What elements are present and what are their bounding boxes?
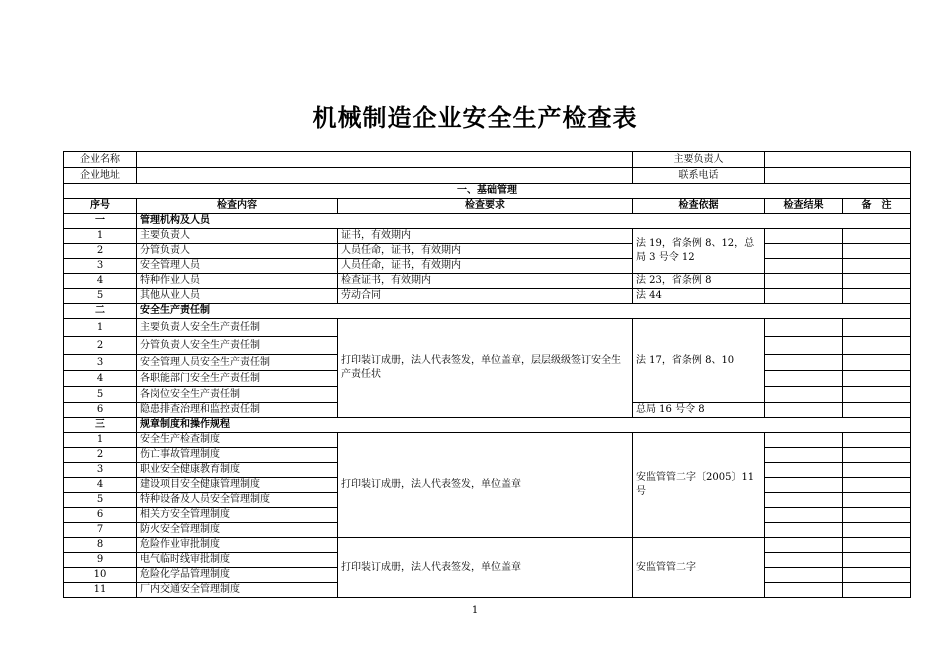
row-num: 3 xyxy=(64,259,137,274)
row-num: 11 xyxy=(64,583,137,598)
result-cell[interactable] xyxy=(765,244,843,259)
row-num: 10 xyxy=(64,568,137,583)
result-cell[interactable] xyxy=(765,508,843,523)
company-name-row xyxy=(64,152,911,168)
row-num: 2 xyxy=(64,244,137,259)
result-cell[interactable] xyxy=(765,478,843,493)
remark-cell[interactable] xyxy=(843,403,911,418)
result-cell[interactable] xyxy=(765,493,843,508)
row-num: 1 xyxy=(64,229,137,244)
result-cell[interactable] xyxy=(765,229,843,244)
result-cell[interactable] xyxy=(765,538,843,553)
group-num: 一 xyxy=(64,214,137,229)
result-cell[interactable] xyxy=(765,259,843,274)
row-num: 3 xyxy=(64,463,137,478)
row-requirement: 人员任命，证书，有效期内 xyxy=(338,244,633,259)
row-num: 5 xyxy=(64,387,137,403)
result-cell[interactable] xyxy=(765,289,843,304)
result-cell[interactable] xyxy=(765,583,843,598)
company-address-row xyxy=(64,168,911,184)
row-content: 主要负责人安全生产责任制 xyxy=(137,319,338,337)
remark-cell[interactable] xyxy=(843,259,911,274)
row-content: 特种作业人员 xyxy=(137,274,338,289)
principal-field[interactable] xyxy=(765,152,911,168)
row-num: 5 xyxy=(64,493,137,508)
row-content: 分管负责人 xyxy=(137,244,338,259)
result-cell[interactable] xyxy=(765,553,843,568)
row-num: 9 xyxy=(64,553,137,568)
row-requirement: 打印装订成册，法人代表签发，单位盖章 xyxy=(338,538,633,598)
header-seq: 序号 xyxy=(64,199,137,214)
row-content: 危险化学品管理制度 xyxy=(137,568,338,583)
table-row xyxy=(64,229,911,244)
row-content: 防火安全管理制度 xyxy=(137,523,338,538)
group-title: 规章制度和操作规程 xyxy=(137,418,911,433)
remark-cell[interactable] xyxy=(843,387,911,403)
remark-cell[interactable] xyxy=(843,508,911,523)
result-cell[interactable] xyxy=(765,403,843,418)
remark-cell[interactable] xyxy=(843,523,911,538)
row-basis: 安监管管二字 xyxy=(633,538,765,598)
header-result: 检查结果 xyxy=(765,199,843,214)
result-cell[interactable] xyxy=(765,433,843,448)
remark-cell[interactable] xyxy=(843,337,911,355)
remark-cell[interactable] xyxy=(843,274,911,289)
result-cell[interactable] xyxy=(765,568,843,583)
row-requirement: 人员任命，证书，有效期内 xyxy=(338,259,633,274)
header-row xyxy=(64,199,911,214)
group-title: 管理机构及人员 xyxy=(137,214,911,229)
row-content: 相关方安全管理制度 xyxy=(137,508,338,523)
remark-cell[interactable] xyxy=(843,289,911,304)
row-num: 4 xyxy=(64,478,137,493)
row-content: 职业安全健康教育制度 xyxy=(137,463,338,478)
company-name-label: 企业名称 xyxy=(64,152,137,168)
phone-label: 联系电话 xyxy=(633,168,765,184)
row-requirement: 打印装订成册，法人代表签发，单位盖章 xyxy=(338,433,633,538)
result-cell[interactable] xyxy=(765,319,843,337)
principal-label: 主要负责人 xyxy=(633,152,765,168)
result-cell[interactable] xyxy=(765,463,843,478)
header-basis: 检查依据 xyxy=(633,199,765,214)
page-number: 1 xyxy=(471,605,479,616)
row-content: 伤亡事故管理制度 xyxy=(137,448,338,463)
table-row xyxy=(64,244,911,259)
header-content: 检查内容 xyxy=(137,199,338,214)
row-num: 6 xyxy=(64,403,137,418)
company-address-field[interactable] xyxy=(137,168,633,184)
row-num: 6 xyxy=(64,508,137,523)
row-content: 危险作业审批制度 xyxy=(137,538,338,553)
company-name-field[interactable] xyxy=(137,152,633,168)
row-content: 分管负责人安全生产责任制 xyxy=(137,337,338,355)
row-num: 1 xyxy=(64,319,137,337)
row-basis: 法 23，省条例 8 xyxy=(633,274,765,289)
document-title: 机械制造企业安全生产检查表 xyxy=(312,103,638,132)
result-cell[interactable] xyxy=(765,274,843,289)
section-row xyxy=(64,184,911,199)
group-num: 三 xyxy=(64,418,137,433)
row-num: 3 xyxy=(64,355,137,371)
table-row xyxy=(64,538,911,553)
row-content: 主要负责人 xyxy=(137,229,338,244)
section-title: 一、基础管理 xyxy=(64,184,911,199)
group-num: 二 xyxy=(64,304,137,319)
row-content: 安全生产检查制度 xyxy=(137,433,338,448)
row-num: 8 xyxy=(64,538,137,553)
row-requirement: 打印装订成册，法人代表签发，单位盖章，层层级级签订安全生产责任状 xyxy=(338,319,633,418)
row-basis: 总局 16 号令 8 xyxy=(633,403,765,418)
remark-cell[interactable] xyxy=(843,493,911,508)
remark-cell[interactable] xyxy=(843,244,911,259)
inspection-table xyxy=(63,151,911,598)
result-cell[interactable] xyxy=(765,448,843,463)
remark-cell[interactable] xyxy=(843,355,911,371)
row-num: 4 xyxy=(64,371,137,387)
result-cell[interactable] xyxy=(765,355,843,371)
row-content: 各职能部门安全生产责任制 xyxy=(137,371,338,387)
table-row xyxy=(64,319,911,337)
row-requirement: 劳动合同 xyxy=(338,289,633,304)
remark-cell[interactable] xyxy=(843,583,911,598)
company-address-label: 企业地址 xyxy=(64,168,137,184)
group-row xyxy=(64,214,911,229)
row-basis: 法 19，省条例 8、12，总局 3 号令 12 xyxy=(633,229,765,274)
table-row xyxy=(64,259,911,274)
remark-cell[interactable] xyxy=(843,463,911,478)
group-row xyxy=(64,418,911,433)
row-content: 建设项目安全健康管理制度 xyxy=(137,478,338,493)
group-title: 安全生产责任制 xyxy=(137,304,911,319)
row-content: 各岗位安全生产责任制 xyxy=(137,387,338,403)
row-content: 其他从业人员 xyxy=(137,289,338,304)
row-num: 7 xyxy=(64,523,137,538)
row-content: 安全管理人员安全生产责任制 xyxy=(137,355,338,371)
remark-cell[interactable] xyxy=(843,568,911,583)
row-content: 厂内交通安全管理制度 xyxy=(137,583,338,598)
result-cell[interactable] xyxy=(765,523,843,538)
row-num: 4 xyxy=(64,274,137,289)
remark-cell[interactable] xyxy=(843,371,911,387)
result-cell[interactable] xyxy=(765,387,843,403)
row-num: 2 xyxy=(64,448,137,463)
remark-cell[interactable] xyxy=(843,229,911,244)
row-num: 1 xyxy=(64,433,137,448)
row-requirement: 证书，有效期内 xyxy=(338,229,633,244)
row-requirement: 检查证书，有效期内 xyxy=(338,274,633,289)
group-row xyxy=(64,304,911,319)
row-basis: 法 44 xyxy=(633,289,765,304)
table-row xyxy=(64,274,911,289)
phone-field[interactable] xyxy=(765,168,911,184)
row-content: 特种设备及人员安全管理制度 xyxy=(137,493,338,508)
row-num: 2 xyxy=(64,337,137,355)
row-content: 安全管理人员 xyxy=(137,259,338,274)
remark-cell[interactable] xyxy=(843,553,911,568)
row-num: 5 xyxy=(64,289,137,304)
result-cell[interactable] xyxy=(765,337,843,355)
header-remark: 备 注 xyxy=(843,199,911,214)
table-row xyxy=(64,433,911,448)
remark-cell[interactable] xyxy=(843,319,911,337)
table-row xyxy=(64,289,911,304)
remark-cell[interactable] xyxy=(843,478,911,493)
row-basis: 法 17，省条例 8、10 xyxy=(633,319,765,403)
row-basis: 安监管管二字〔2005〕11 号 xyxy=(633,433,765,538)
remark-cell[interactable] xyxy=(843,538,911,553)
remark-cell[interactable] xyxy=(843,433,911,448)
remark-cell[interactable] xyxy=(843,448,911,463)
row-content: 电气临时线审批制度 xyxy=(137,553,338,568)
row-content: 隐患排查治理和监控责任制 xyxy=(137,403,338,418)
result-cell[interactable] xyxy=(765,371,843,387)
header-requirement: 检查要求 xyxy=(338,199,633,214)
